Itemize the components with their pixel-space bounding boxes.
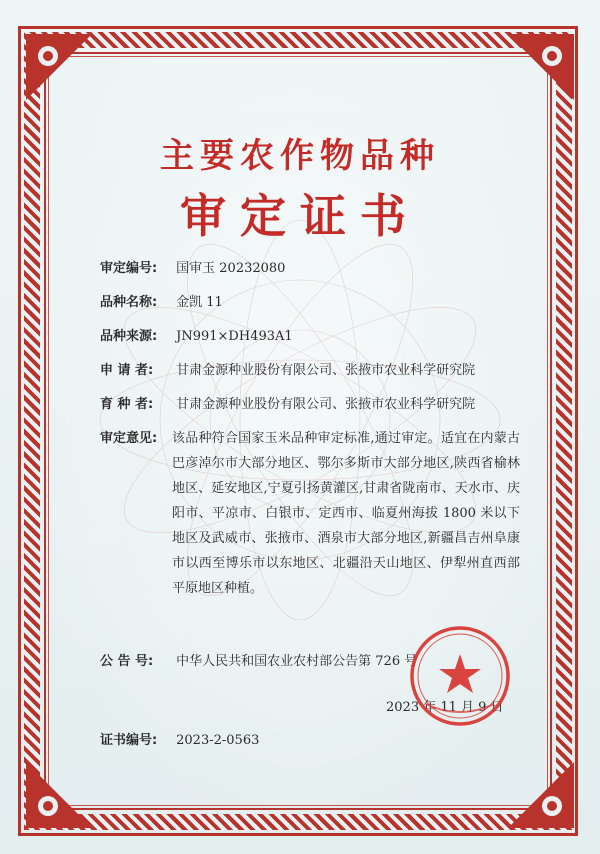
certificate-number-row — [100, 729, 259, 748]
certificate-number-label: 证书编号: — [100, 733, 158, 748]
variety-name-value: 金凯 11 — [176, 295, 223, 310]
breeder-row — [100, 393, 475, 412]
approval-opinion-block — [100, 426, 520, 601]
applicant-value: 甘肃金源种业股份有限公司、张掖市农业科学研究院 — [176, 363, 476, 378]
variety-source-label: 品种来源: — [100, 329, 158, 344]
corner-ornament-icon — [504, 758, 578, 832]
variety-source-row — [100, 325, 293, 344]
announcement-value: 中华人民共和国农业农村部公告第 726 号 — [176, 654, 418, 669]
announcement-label: 公 告 号: — [100, 654, 154, 669]
approval-opinion-text: 该品种符合国家玉米品种审定标准,通过审定。适宜在内蒙古巴彦淖尔市大部分地区、鄂尔多斯市大部分地区,陕西省榆林地区、延安地区,宁夏引扬黄灌区,甘肃省陇南市、天水市、庆阳市、平凉市、白银市、定西市、临夏州海拔 1800 米以下地区及武威市、张掖市、酒泉市大部分地区,新疆昌吉州阜康市以西至博乐市以东地区、北疆沿天山地区、伊犁州直西部平原地区种植。 — [172, 431, 520, 596]
applicant-label: 申 请 者: — [100, 363, 154, 378]
certificate-title-line2: 审定证书 — [180, 189, 420, 243]
approval-number-value: 国审玉 20232080 — [176, 261, 286, 276]
applicant-row — [100, 359, 475, 378]
variety-source-value: JN991×DH493A1 — [176, 329, 293, 344]
approval-number-label: 审定编号: — [100, 261, 158, 276]
breeder-value: 甘肃金源种业股份有限公司、张掖市农业科学研究院 — [176, 397, 476, 412]
corner-ornament-icon — [22, 30, 96, 104]
corner-ornament-icon — [504, 30, 578, 104]
issue-date: 2023 年 11 月 9 日 — [386, 700, 504, 715]
approval-number-row — [100, 257, 285, 276]
breeder-label: 育 种 者: — [100, 397, 154, 412]
announcement-row — [100, 650, 417, 669]
certificate-number-value: 2023-2-0563 — [176, 733, 260, 748]
corner-ornament-icon — [22, 758, 96, 832]
variety-name-row — [100, 291, 223, 310]
official-seal-icon — [408, 624, 512, 728]
variety-name-label: 品种名称: — [100, 295, 158, 310]
approval-opinion-label: 审定意见: — [100, 431, 158, 446]
certificate-title-line1: 主要农作物品种 — [160, 136, 440, 176]
